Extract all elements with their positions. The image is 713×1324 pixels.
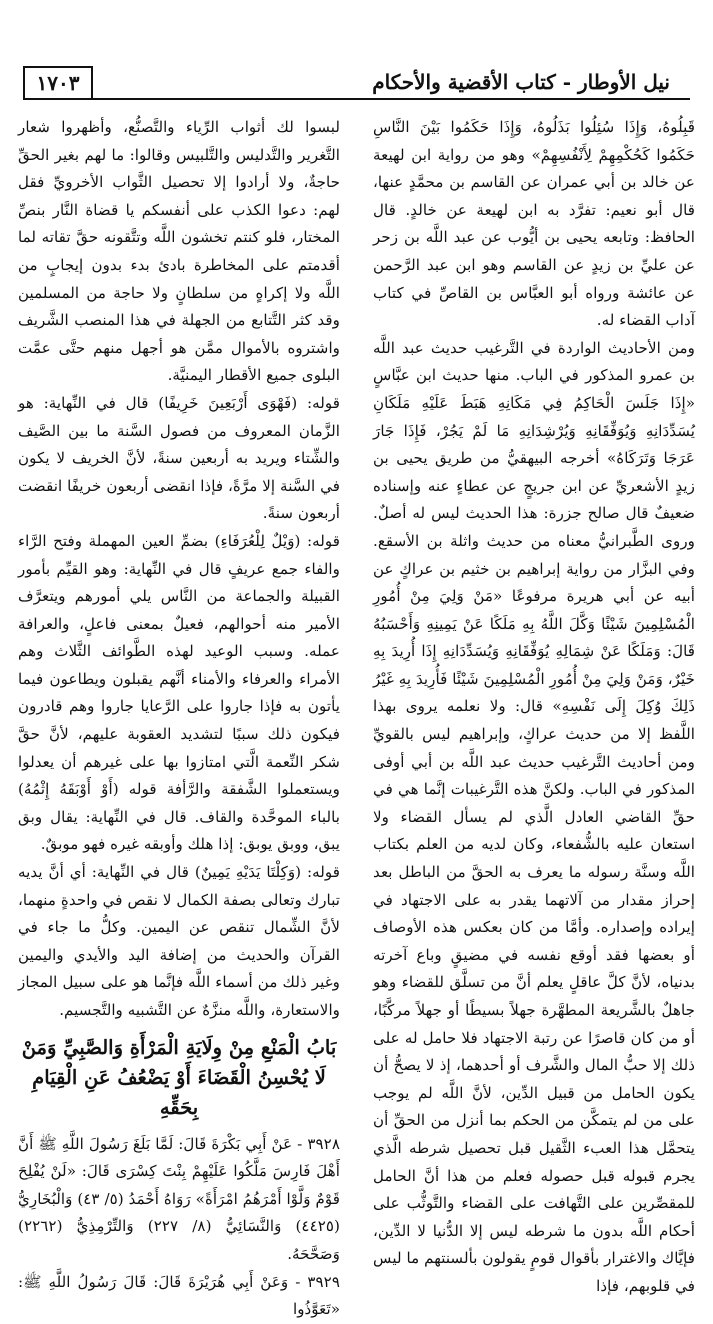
paragraph: قوله: (فَهْوَى أَرْبَعِينَ خَرِيفًا) قال في النِّهاية: هو الزَّمان المعروف من فصول السَّنة ما بين الصَّيف والشِّتاء ويريد به أربعين سنةً، لأنَّ الخريف لا يكون في السَّنة إلا مرَّةً، فإذا انقضى أربعون خريفًا انقضت أربعون سنةً. bbox=[18, 393, 340, 523]
paragraph: لبسوا لك أثواب الرِّياء والتَّصنُّع، وأظهروا شعار التَّغرير والتَّدليس والتَّلبيس وقالوا: ما لهم بغير الحقِّ حاجةٌ، ولا أرادوا إلا تحصيل الثَّواب الأخرويِّ فقل لهم: دعوا الكذب على أنفسكم يا قضاة النَّار بنصِّ المختار، فلو كنتم تخشون اللَّه وتتَّقونه حقَّ تقاته لما أقدمتم على المخاطرة بادئ بدء بدون إيجابٍ من اللَّه ولا إكراهٍ من سلطانٍ ولا حاجة من المسلمين وقد كثر التَّتابع من الجهلة في هذا المنصب الشَّريف واشتروه بالأموال ممَّن هو أجهل منهم حتَّى عمَّت البلوى جميع الأقطار اليمنيَّة. bbox=[18, 118, 340, 385]
hadith: ٣٩٢٩ - وَعَنْ أَبِي هُرَيْرَةَ قَالَ: قَالَ رَسُولُ اللَّهِ ﷺ: «تَعَوَّذُوا bbox=[18, 1272, 340, 1319]
paragraph: قَبِلُوهُ، وَإِذَا سُئِلُوا بَذَلُوهُ، وَإِذَا حَكَمُوا بَيْنَ النَّاسِ حَكَمُوا كَحُكْمِهِمْ لِأَنْفُسِهِمْ» وهو من رواية ابن لهيعة عن خالد بن أبي عمران عن القاسم بن محمَّدٍ عنها، قال أبو نعيم: تفرَّد به ابن لهيعة عن خالدٍ. قال الحافظ: وتابعه يحيى بن أيُّوب عن عبد اللَّه بن زحر عن عليِّ بن زيدٍ عن القاسم وهو ابن عبد الرَّحمن عن عائشة ورواه أبو العبَّاس بن القاصِّ في كتاب آداب القضاء له. bbox=[373, 118, 695, 330]
paragraph: ومن الأحاديث الواردة في التَّرغيب حديث عبد اللَّه بن عمرو المذكور في الباب. منها حديث ابن عبَّاسٍ «إِذَا جَلَسَ الْحَاكِمُ فِي مَكَانِهِ هَبَطَ عَلَيْهِ مَلَكَانِ يُسَدِّدَانِهِ وَيُوَفِّقَانِهِ وَيُرْشِدَانِهِ مَا لَمْ يَجُرْ، فَإِذَا جَارَ عَرَجَا وَتَرَكَاهُ» أخرجه البيهقيُّ من طريق يحيى بن زيدٍ الأشعريِّ عن ابن جريجٍ عن عطاءٍ عنه وإسناده ضعيفٌ قال صالح جزرة: هذا الحديث ليس له أصلٌ. وروى الطَّبرانيُّ معناه من حديث واثلة بن الأسقع. وفي البزَّار من رواية إبراهيم بن خثيم بن عراكٍ عن أبيه عن أبي هريرة مرفوعًا «مَنْ وَلِيَ مِنْ أُمُورِ الْمُسْلِمِينَ شَيْئًا وَكَّلَ اللَّهُ بِهِ مَلَكًا عَنْ يَمِينِهِ وَأَحْسَبُهُ قَالَ: وَمَلَكًا عَنْ شِمَالِهِ يُوَفِّقَانِهِ وَيُسَدِّدَانِهِ إِذَا أُرِيدَ بِهِ خَيْرٌ، وَمَنْ وَلِيَ مِنْ أُمُورِ الْمُسْلِمِينَ شَيْئًا فَأُرِيدَ بِهِ غَيْرُ ذَلِكَ وُكِلَ إِلَى نَفْسِهِ» قال: ولا نعلمه يروى بهذا اللَّفظ إلا من حديث عراكٍ، وإبراهيم ليس بالقويِّ ومن أحاديث التَّرغيب حديث عبد اللَّه بن أبي أوفى المذكور في الباب. ولكنَّ هذه التَّرغيبات إنَّما هي في حقِّ القاضي العادل الَّذي لم يسأل القضاء ولا استعان عليه بالشُّفعاء، وكان لديه من العلم بكتاب اللَّه وسنَّة رسوله ما يعرف به الحقَّ من الباطل بعد إحراز مقدار من آلاتهما يقدر به على الاجتهاد في إيراده وإصداره. وأمَّا من كان بعكس هذه الأوصاف أو بعضها فقد أوقع نفسه في مضيقٍ وباع آخرته بدنياه، لأنَّ كلَّ عاقلٍ يعلم أنَّ من تسلَّق للقضاء وهو جاهلٌ بالشَّريعة المطهَّرة جهلاً بسيطًا أو جهلاً مركَّبًا، أو من كان قاصرًا عن رتبة الاجتهاد فلا حامل له على ذلك إلا حبُّ المال والشَّرف أو أحدهما، إذ لا يصحُّ أن يكون الحامل من قبيل الدِّين، لأنَّ اللَّه لم يوجب على من لم يتمكَّن من الحكم بما أنزل من الحقِّ أن يتحمَّل هذا العبء الثَّقيل قبل تحصيل شرطه الَّذي يجرم قبوله قبل حصوله فعلم من هذا أنَّ الحامل للمقصِّرين على التَّهافت على القضاء والتَّوثُّب على أحكام اللَّه بدون ما شرطه ليس إلا الدُّنيا لا الدِّين، فإيَّاك والاغترار بأقوال قومٍ يقولون بألسنتهم ما ليس في قلوبهم، فإذا bbox=[373, 338, 695, 1295]
paragraph: قوله: (وَيْلٌ لِلْعُرَفَاءِ) بضمِّ العين المهملة وفتح الرَّاء والفاء جمع عريفٍ قال في النِّهاية: وهو القيِّم بأمور القبيلة والجماعة من النَّاس يلي أمورهم ويتعرَّف الأمير منه أحوالهم، فعيلٌ بمعنى فاعلٍ، والعرافة عمله. وسبب الوعيد لهذه الطَّوائف الثَّلاث وهم الأمراء والعرفاء والأمناء أنَّهم يقبلون ويطاعون فيما يأتون به فإذا جاروا على الرَّعايا جاروا وهم قادرون فيكون ذلك سببًا لتشديد العقوبة عليهم، لأنَّ حقَّ شكر النِّعمة الَّتي امتازوا بها على غيرهم أن يعدلوا ويستعملوا الشَّفقة والرَّأفة قوله (أَوْ أَوْبَقَهُ إِثْمُهُ) بالباء الموحَّدة والقاف. قال في النِّهاية: يقال وبق يبق، ووبق يوبق: إذا هلك وأوبقه غيره فهو موبقٌ. bbox=[18, 531, 340, 854]
left-column bbox=[18, 114, 340, 1319]
running-title: نيل الأوطار - كتاب الأقضية والأحكام bbox=[372, 70, 670, 94]
chapter-title: بَابُ الْمَنْعِ مِنْ وِلَايَةِ الْمَرْأَةِ وَالصَّبِيِّ وَمَنْ لَا يُحْسِنُ الْقَضَاءَ أَوْ يَضْعُفُ عَنِ الْقِيَامِ بِحَقِّهِ bbox=[21, 1035, 337, 1119]
page-header bbox=[23, 66, 690, 100]
right-column bbox=[373, 114, 695, 1295]
paragraph: قوله: (وَكِلْتَا يَدَيْهِ يَمِينٌ) قال في النِّهاية: أي أنَّ يديه تبارك وتعالى بصفة الكمال لا نقص في واحدةٍ منهما، لأنَّ الشِّمال تنقص عن اليمين. وكلُّ ما جاء في القرآن والحديث من إضافة اليد والأيدي واليمين وغير ذلك من أسماء اللَّه فإنَّما هو على سبيل المجاز والاستعارة، واللَّه منزَّهٌ عن التَّشبيه والتَّجسيم. bbox=[18, 863, 340, 1019]
page-number: ١٧٠٣ bbox=[23, 66, 93, 98]
hadith: ٣٩٢٨ - عَنْ أَبِي بَكْرَةَ قَالَ: لَمَّا بَلَغَ رَسُولَ اللَّهِ ﷺ أَنَّ أَهْلَ فَارِسَ مَلَّكُوا عَلَيْهِمْ بِنْتَ كِسْرَى قَالَ: «لَنْ يُفْلِحَ قَوْمٌ وَلَّوْا أَمْرَهُمُ امْرَأَةً» رَوَاهُ أَحْمَدُ (٥/ ٤٣) وَالْبُخَارِيُّ (٤٤٢٥) وَالنَّسَائِيُّ (٨/ ٢٢٧) وَالتِّرْمِذِيُّ (٢٢٦٢) وَصَحَّحَهُ. bbox=[18, 1134, 340, 1263]
